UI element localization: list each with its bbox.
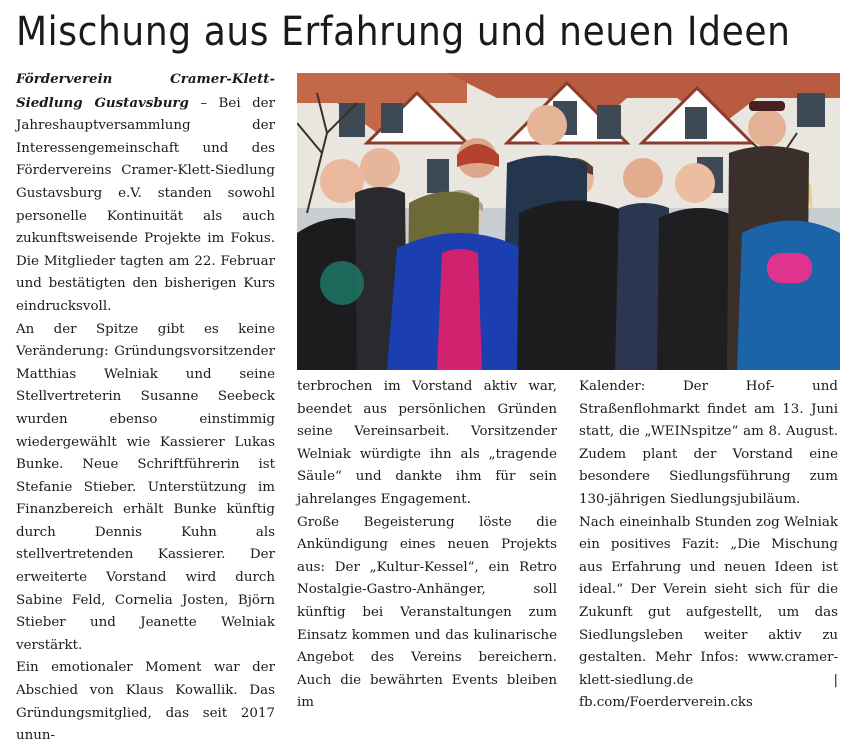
paragraph: An der Spitze gibt es keine Veränderung: Gründungsvorsitzender Matthias Welniak und seine Stellvertreterin Susanne Seebeck wurden ebenso einstimmig wiedergewählt wie Kassierer Lukas Bunke. Neue Schriftführerin ist Stefanie Stieber. Unterstützung im Finanzbereich erhält Bunke künftig durch Dennis Kuhn als stellvertretenden Kassierer. Der erweiterte Vorstand wird durch Sabine Feld, Cornelia Josten, Björn Stieber und Jeanette Welniak verstärkt. [16, 321, 275, 653]
text-column-2 [297, 376, 557, 715]
paragraph [16, 68, 275, 319]
paragraph: Kalender: Der Hof- und Straßenflohmarkt findet am 13. Juni statt, die „WEINspitze“ am 8. August. Zudem plant der Vorstand eine besondere Siedlungsführung zum 130-jährigen Siedlungsjubiläum. [579, 379, 838, 507]
paragraph: Nach eineinhalb Stunden zog Welniak ein positives Fazit: „Die Mischung aus Erfahrung und neuen Ideen ist ideal.“ Der Verein sieht sich für die Zukunft gut aufgestellt, um das Siedlungsleben weiter aktiv zu gestalten. Mehr Infos: www.cramer-klett-siedlung.de | fb.com/Foerderverein.cks [579, 514, 838, 711]
paragraph-text: – Bei der Jahreshauptversammlung der Interessengemeinschaft und des Fördervereins Cramer-Klett-Siedlung Gustavsburg e.V. standen sowohl personelle Kontinuität als auch zukunftsweisende Projekte im Fokus. Die Mitglieder tagten am 22. Februar und bestätigten den bisherigen Kurs eindrucksvoll. [16, 95, 275, 314]
paragraph: Ein emotionaler Moment war der Abschied von Klaus Kowallik. Das Gründungsmitglied, das seit 2017 unun- [16, 660, 275, 744]
paragraph: Große Begeisterung löste die Ankündigung eines neuen Projekts aus: Der „Kultur-Kessel“, ein Retro Nostalgie-Gastro-Anhänger, soll künftig bei Veranstaltungen zum Einsatz kommen und das kulinarische Angebot des Vereins bereichern. Auch die bewährten Events bleiben im [297, 514, 557, 711]
text-column-1 [16, 68, 275, 748]
headline: Mischung aus Erfahrung und neuen Ideen [16, 9, 791, 55]
group-photo-illustration [297, 73, 840, 370]
paragraph: terbrochen im Vorstand aktiv war, beendet aus persönlichen Gründen seine Vereinsarbeit. Vorsitzender Welniak würdigte ihn als „tragende Säule“ und dankte ihm für sein jahrelanges Engagement. [297, 379, 557, 507]
lead-in: Förderverein Cramer-Klett-Siedlung Gustavsburg [16, 71, 275, 111]
text-column-3 [579, 376, 838, 715]
group-photo [297, 73, 840, 370]
